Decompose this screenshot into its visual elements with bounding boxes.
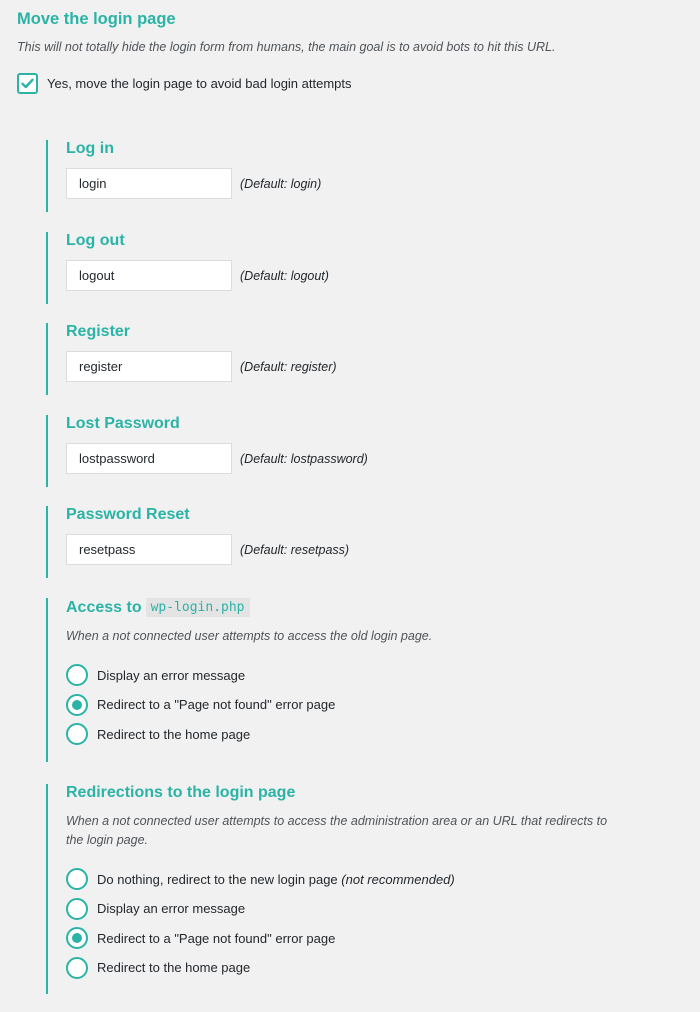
radio-button[interactable]	[66, 898, 88, 920]
redirections-description: When a not connected user attempts to access the administration area or an URL that redirects to the login page.	[66, 814, 608, 847]
resetpass-section-title: Password Reset	[66, 506, 190, 523]
radio-button[interactable]	[66, 868, 88, 890]
access-section-title	[66, 598, 646, 617]
access-option-error[interactable]	[66, 664, 646, 686]
logout-section-title: Log out	[66, 232, 125, 249]
radio-label[interactable]: Redirect to the home page	[97, 726, 251, 742]
page-title: Move the login page	[17, 10, 176, 28]
lostpassword-default-note: (Default: lostpassword)	[240, 451, 368, 466]
register-section	[46, 323, 646, 395]
register-slug-input[interactable]	[66, 351, 232, 382]
access-description: When a not connected user attempts to access the old login page.	[66, 629, 433, 643]
access-title-text: Access to	[66, 599, 142, 616]
lostpassword-section	[46, 415, 646, 487]
wp-login-code: wp-login.php	[146, 598, 250, 617]
not-recommended-note: (not recommended)	[341, 871, 455, 887]
logout-default-note: (Default: logout)	[240, 268, 329, 283]
lostpassword-section-title: Lost Password	[66, 415, 180, 432]
radio-label-text[interactable]: Do nothing, redirect to the new login page	[97, 871, 338, 887]
checkmark-icon	[21, 78, 34, 89]
access-section	[46, 598, 646, 762]
radio-button[interactable]	[66, 723, 88, 745]
resetpass-section	[46, 506, 646, 578]
login-section	[46, 140, 646, 212]
redirections-option-home[interactable]	[66, 957, 646, 979]
move-login-checkbox-row[interactable]	[17, 73, 352, 94]
redirections-section-title: Redirections to the login page	[66, 784, 296, 801]
register-default-note: (Default: register)	[240, 359, 337, 374]
redirections-option-nothing[interactable]	[66, 868, 646, 890]
radio-label[interactable]: Redirect to a "Page not found" error page	[97, 697, 336, 712]
access-option-home[interactable]	[66, 723, 646, 745]
logout-section	[46, 232, 646, 304]
move-login-checkbox-label[interactable]: Yes, move the login page to avoid bad login attempts	[47, 76, 352, 91]
redirections-option-error[interactable]	[66, 898, 646, 920]
radio-label[interactable]: Display an error message	[97, 667, 246, 683]
access-options	[66, 664, 646, 745]
radio-button-selected[interactable]	[66, 694, 88, 716]
page-description: This will not totally hide the login form from humans, the main goal is to avoid bots to hit this URL.	[17, 40, 556, 54]
radio-label[interactable]: Redirect to a "Page not found" error page	[97, 930, 336, 946]
login-default-note: (Default: login)	[240, 176, 322, 191]
radio-button[interactable]	[66, 664, 88, 686]
register-section-title: Register	[66, 323, 131, 340]
radio-button[interactable]	[66, 957, 88, 979]
redirections-option-404[interactable]	[66, 927, 646, 949]
resetpass-slug-input[interactable]	[66, 534, 232, 565]
radio-label[interactable]: Redirect to the home page	[97, 960, 251, 975]
login-section-title: Log in	[66, 140, 114, 157]
resetpass-default-note: (Default: resetpass)	[240, 542, 350, 557]
radio-label[interactable]	[97, 872, 455, 887]
login-slug-input[interactable]	[66, 168, 232, 199]
access-option-404[interactable]	[66, 694, 646, 716]
radio-label[interactable]: Display an error message	[97, 901, 246, 916]
move-login-checkbox[interactable]	[17, 73, 38, 94]
redirections-options	[66, 868, 646, 979]
lostpassword-slug-input[interactable]	[66, 443, 232, 474]
radio-button-selected[interactable]	[66, 927, 88, 949]
redirections-section	[46, 784, 646, 994]
logout-slug-input[interactable]	[66, 260, 232, 291]
